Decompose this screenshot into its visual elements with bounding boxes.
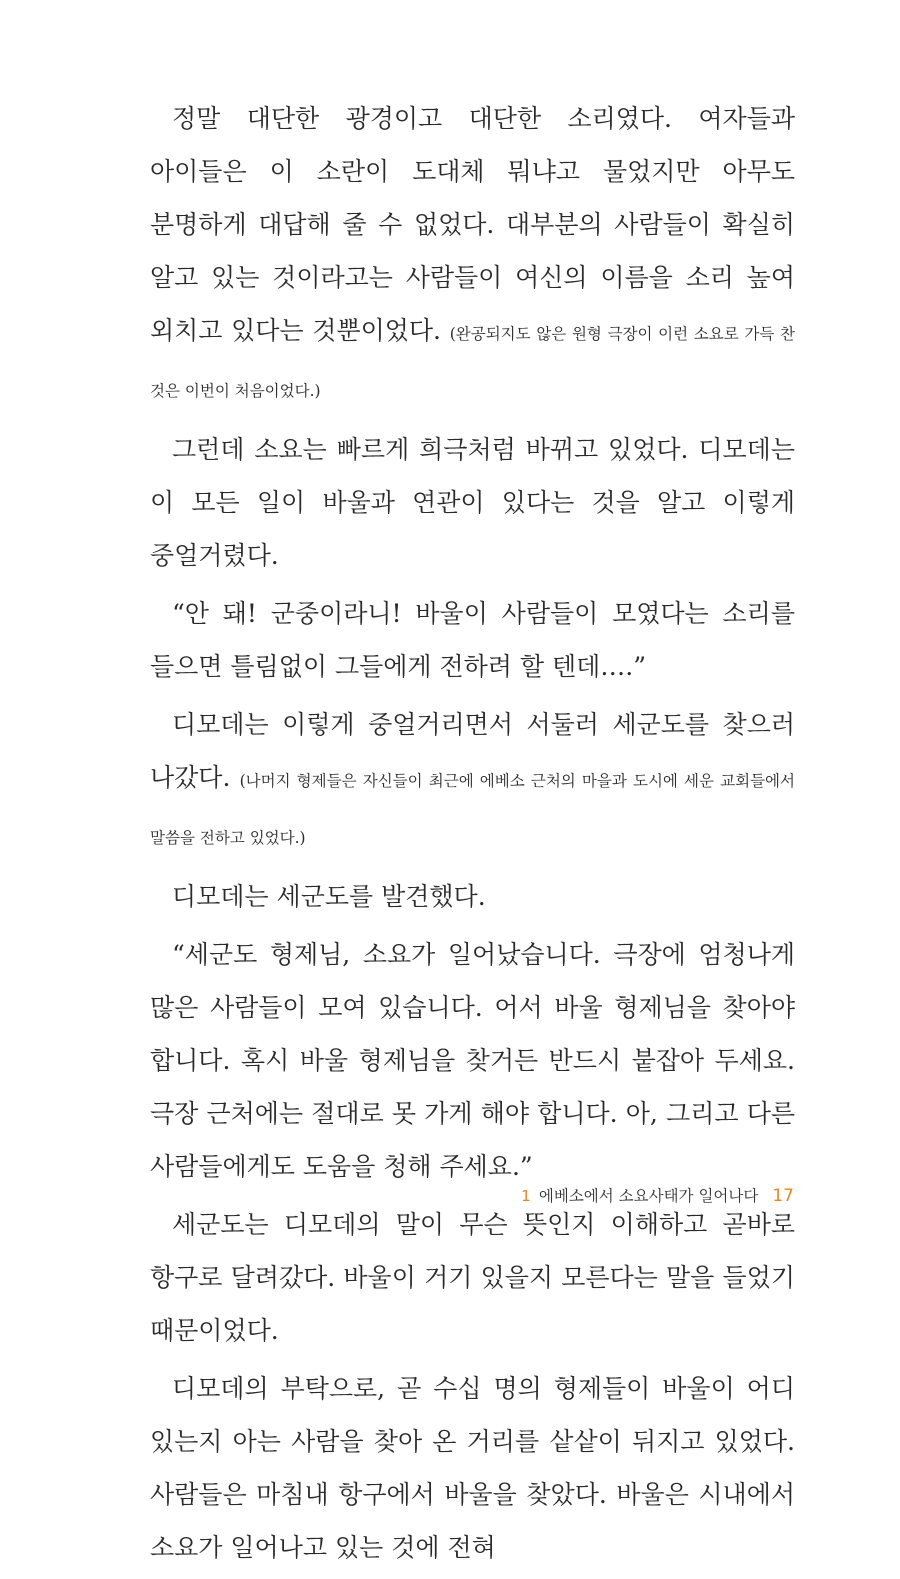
- paragraph-2: [150, 423, 795, 582]
- paragraph-text: 정말 대단한 광경이고 대단한 소리였다. 여자들과 아이들은 이 소란이 도대체 뭐냐고 물었지만 아무도 분명하게 대답해 줄 수 없었다. 대부분의 사람들이 확실히 알고 있는 것이라고는 사람들이 여신의 이름을 소리 높여 외치고 있다는 것뿐이었다.: [150, 104, 795, 345]
- paragraph-text: 세군도는 디모데의 말이 무슨 뜻인지 이해하고 곧바로 항구로 달려갔다. 바울이 거기 있을지 모른다는 말을 들었기 때문이었다.: [150, 1210, 795, 1345]
- paragraph-3: [150, 587, 795, 693]
- paragraph-6: [150, 928, 795, 1193]
- paragraph-text: 디모데는 이렇게 중얼거리면서 서둘러 세군도를 찾으러 나갔다.: [150, 710, 795, 792]
- paragraph-text: 디모데는 세군도를 발견했다.: [172, 882, 486, 911]
- chapter-number: 1: [521, 1187, 531, 1205]
- paragraph-text: “세군도 형제님, 소요가 일어났습니다. 극장에 엄청나게 많은 사람들이 모여 있습니다. 어서 바울 형제님을 찾아야 합니다. 혹시 바울 형제님을 찾거든 반드시 붙잡아 두세요. 극장 근처에는 절대로 못 가게 해야 합니다. 아, 그리고 다른 사람들에게도 도움을 청해 주세요.”: [150, 940, 795, 1181]
- paragraph-7: [150, 1198, 795, 1357]
- page-footer: [521, 1184, 794, 1206]
- aside-note: (나머지 형제들은 자신들이 최근에 에베소 근처의 마을과 도시에 세운 교회들에서 말씀을 전하고 있었다.): [150, 772, 795, 847]
- page-number: 17: [772, 1186, 794, 1206]
- paragraph-text: 디모데의 부탁으로, 곧 수십 명의 형제들이 바울이 어디 있는지 아는 사람을 찾아 온 거리를 샅샅이 뒤지고 있었다. 사람들은 마침내 항구에서 바울을 찾았다. 바울은 시내에서 소요가 일어나고 있는 것에 전혀: [150, 1374, 795, 1562]
- paragraph-4: [150, 698, 795, 865]
- paragraph-8: [150, 1362, 795, 1574]
- page-body: [150, 92, 795, 1579]
- paragraph-text: “안 돼! 군중이라니! 바울이 사람들이 모였다는 소리를 들으면 틀림없이 그들에게 전하려 할 텐데….”: [150, 599, 795, 681]
- paragraph-1: [150, 92, 795, 418]
- paragraph-text: 그런데 소요는 빠르게 희극처럼 바뀌고 있었다. 디모데는 이 모든 일이 바울과 연관이 있다는 것을 알고 이렇게 중얼거렸다.: [150, 435, 795, 570]
- paragraph-5: [150, 870, 795, 923]
- chapter-title: 에베소에서 소요사태가 일어나다: [538, 1187, 759, 1205]
- aside-note: (완공되지도 않은 원형 극장이 이런 소요로 가득 찬 것은 이번이 처음이었다.): [150, 325, 795, 400]
